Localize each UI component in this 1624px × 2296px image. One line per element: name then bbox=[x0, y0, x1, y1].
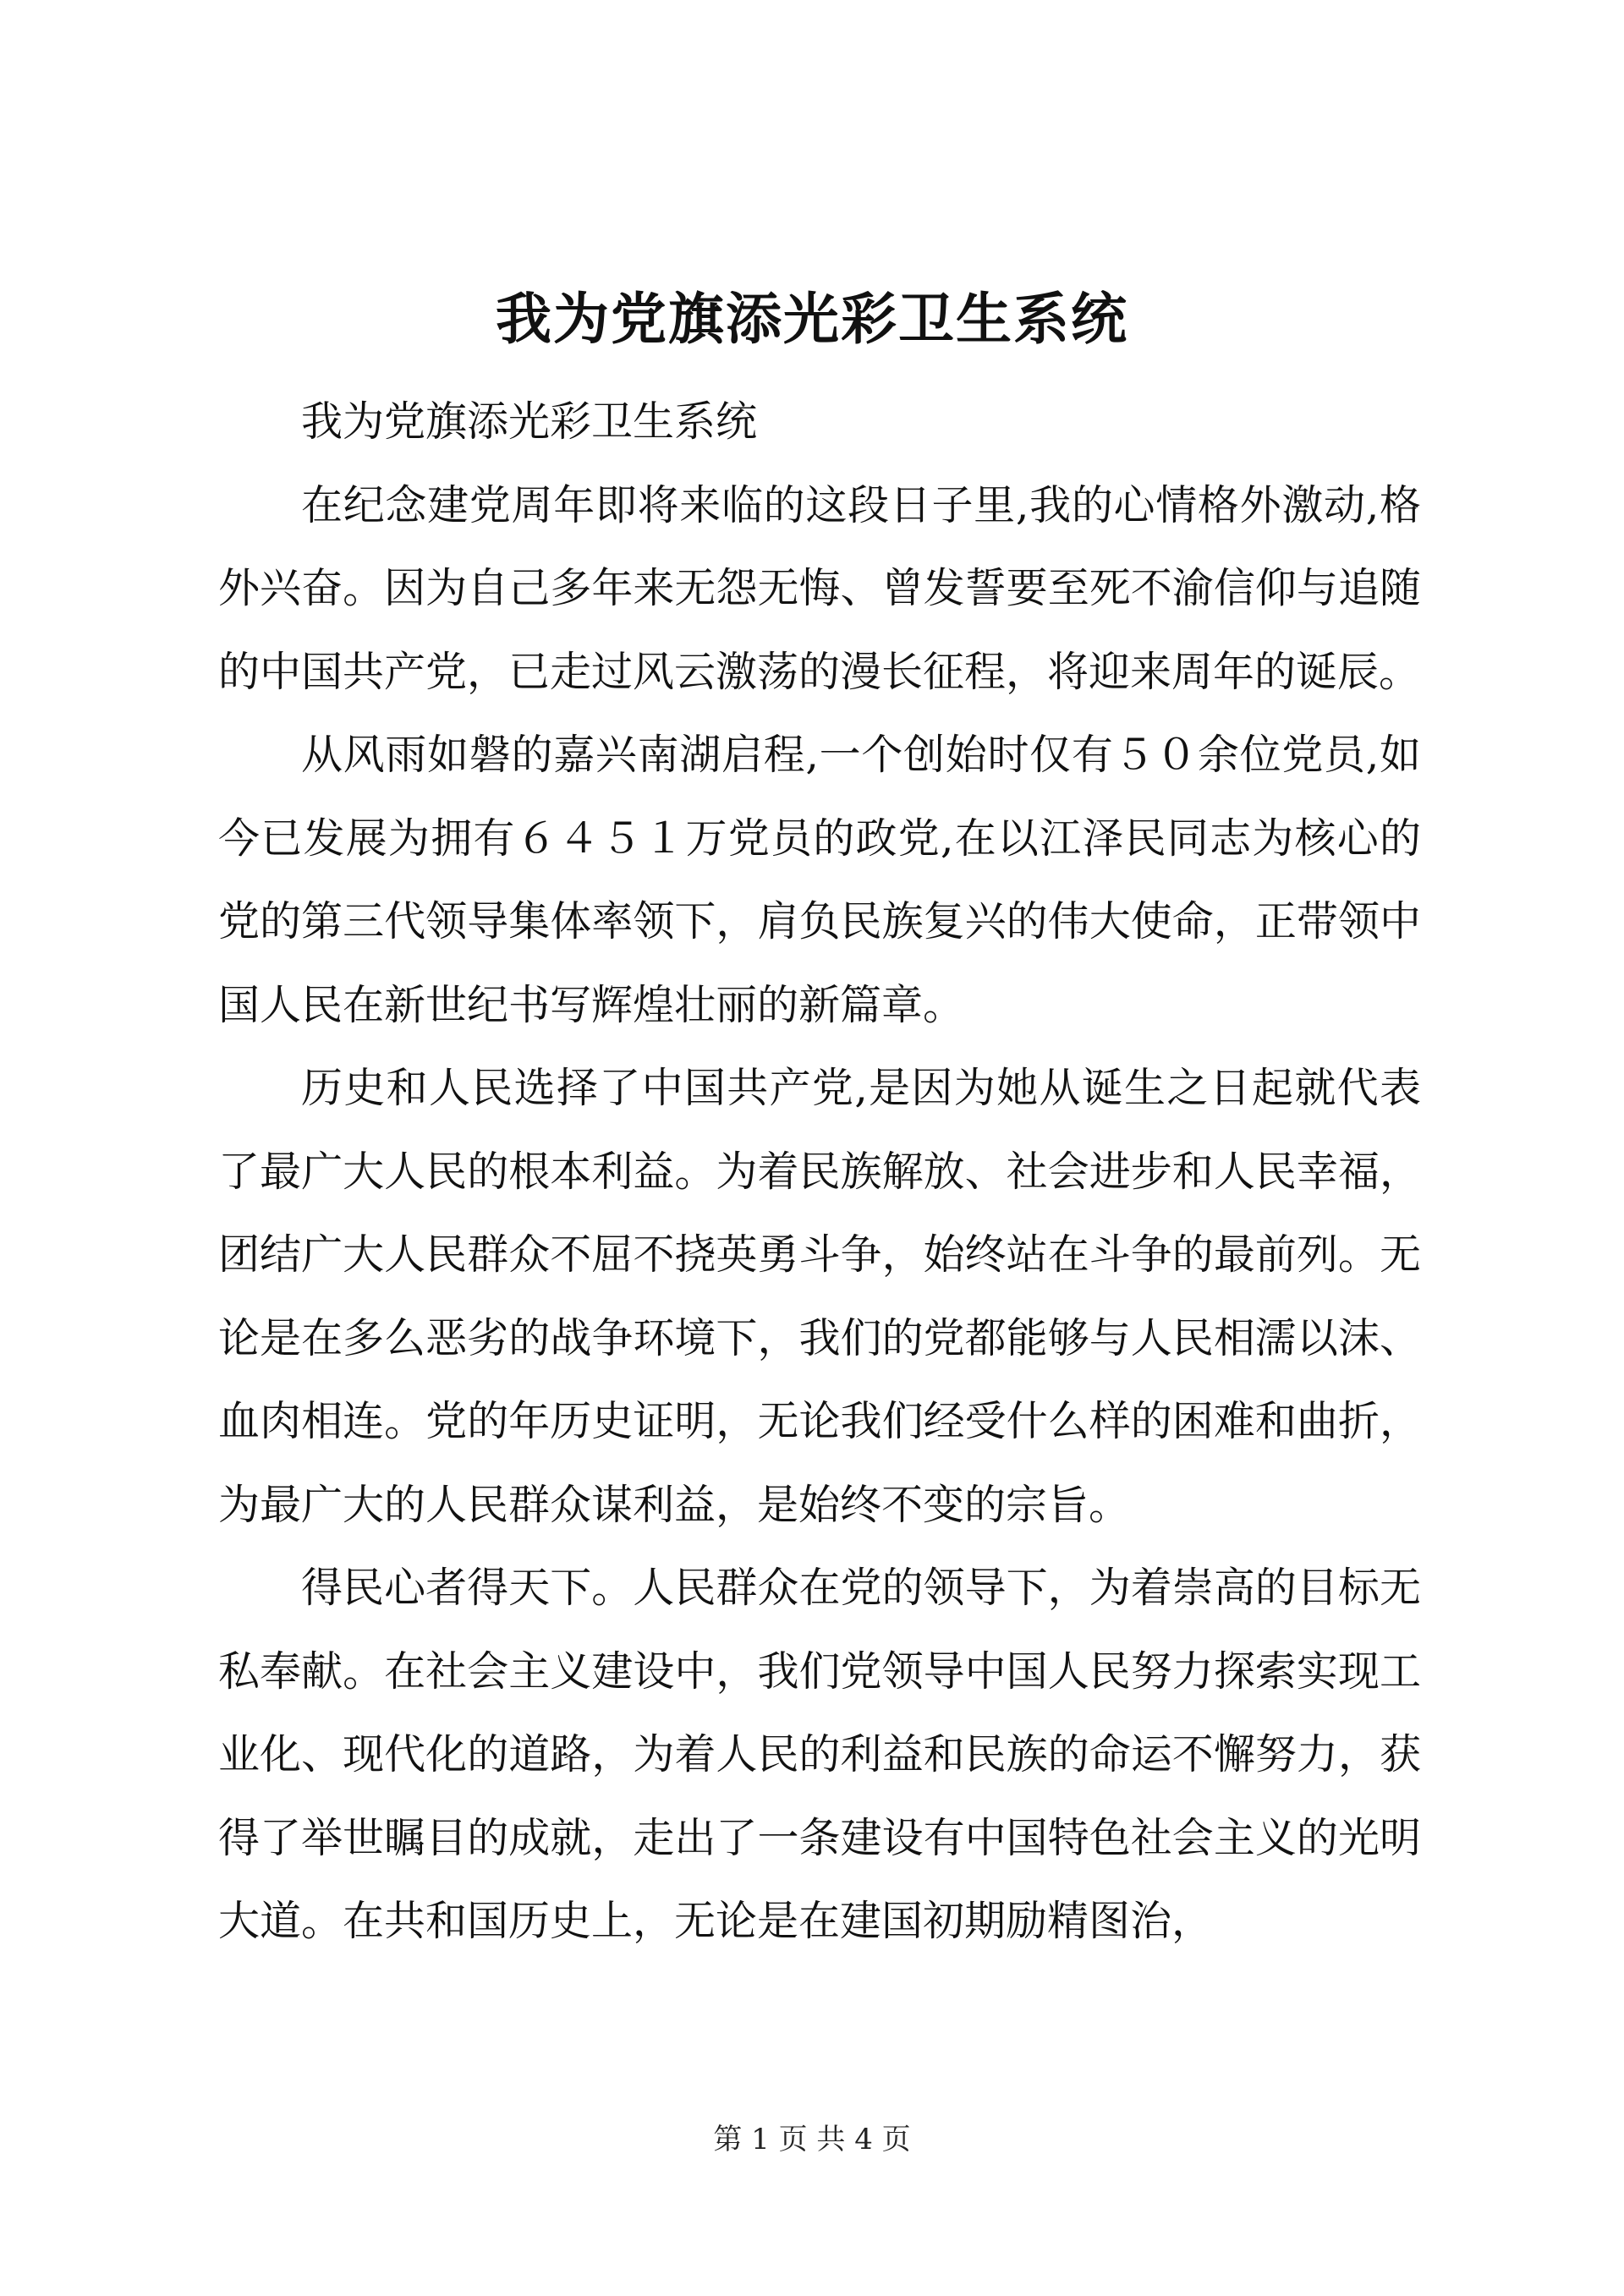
paragraph: 从风雨如磐的嘉兴南湖启程,一个创始时仅有５０余位党员,如今已发展为拥有６４５１万党员的政党,在以江泽民同志为核心的党的第三代领导集体率领下，肩负民族复兴的伟大使命，正带领中国人民在新世纪书写辉煌壮丽的新篇章。 bbox=[218, 731, 1421, 1029]
paragraph-subtitle: 我为党旗添光彩卫生系统 bbox=[301, 397, 758, 446]
page-footer: 第 1 页 共 4 页 bbox=[713, 2123, 911, 2156]
document-title: 我为党旗添光彩卫生系统 bbox=[496, 286, 1128, 352]
paragraph: 得民心者得天下。人民群众在党的领导下，为着崇高的目标无私奉献。在社会主义建设中，我们党领导中国人民努力探索实现工业化、现代化的道路，为着人民的利益和民族的命运不懈努力，获得了举世瞩目的成就，走出了一条建设有中国特色社会主义的光明大道。在共和国历史上，无论是在建国初期励精图治， bbox=[218, 1564, 1421, 1945]
document-body bbox=[218, 381, 1421, 1964]
paragraph: 在纪念建党周年即将来临的这段日子里,我的心情格外激动,格外兴奋。因为自己多年来无怨无悔、曾发誓要至死不渝信仰与追随的中国共产党，已走过风云激荡的漫长征程，将迎来周年的诞辰。 bbox=[218, 480, 1421, 696]
paragraph: 历史和人民选择了中国共产党,是因为她从诞生之日起就代表了最广大人民的根本利益。为着民族解放、社会进步和人民幸福，团结广大人民群众不屈不挠英勇斗争，始终站在斗争的最前列。无论是在多么恶劣的战争环境下，我们的党都能够与人民相濡以沫、血肉相连。党的年历史证明，无论我们经受什么样的困难和曲折，为最广大的人民群众谋利益，是始终不变的宗旨。 bbox=[218, 1064, 1421, 1529]
